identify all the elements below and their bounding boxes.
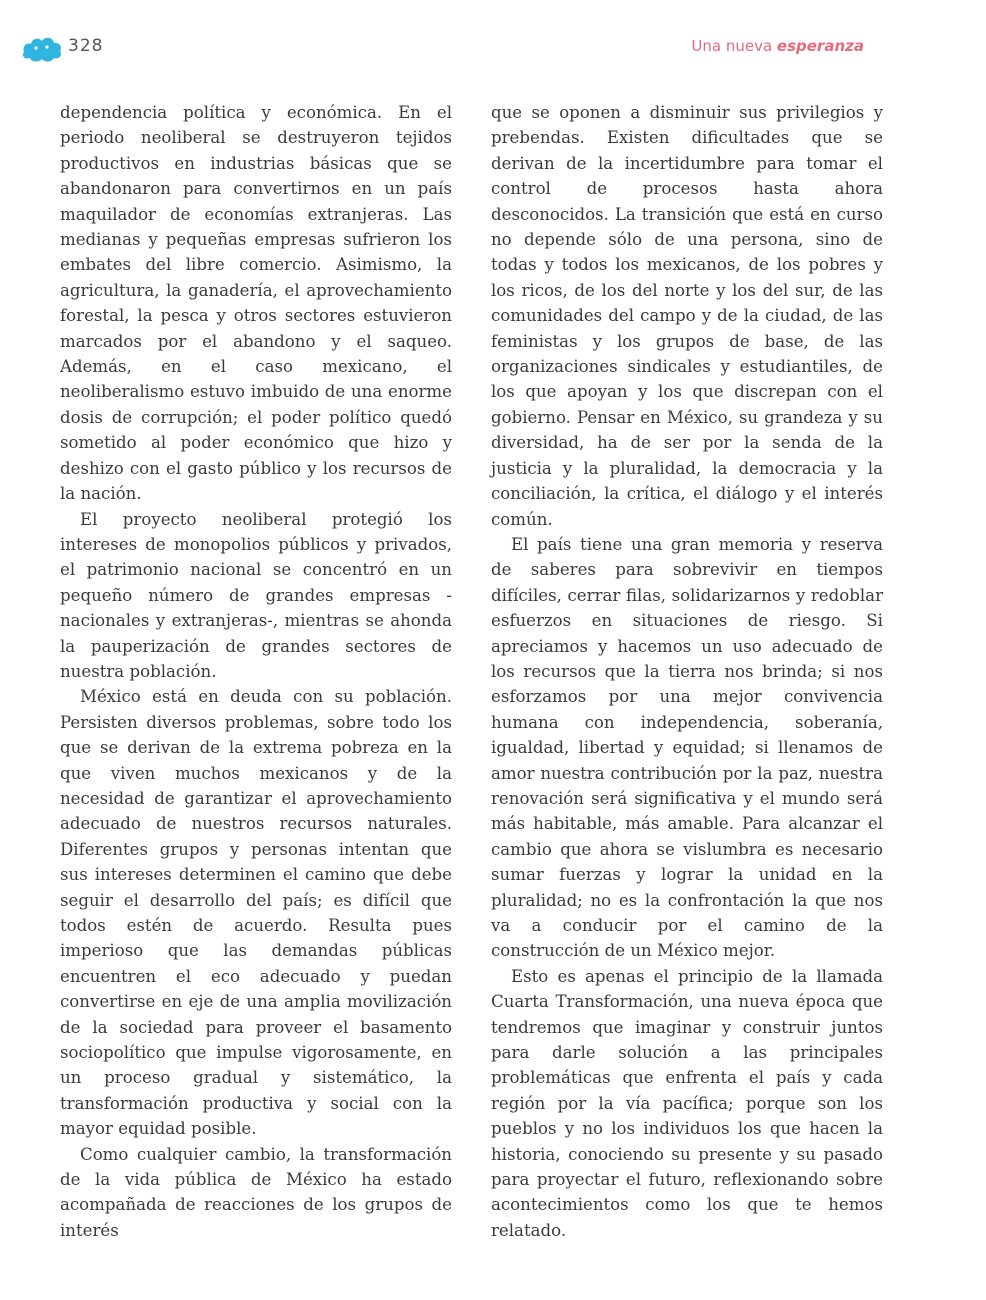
blob-logo-icon [20,34,64,64]
paragraph: El país tiene una gran memoria y reserva de saberes para sobrevivir en tiempos difíciles, cerrar filas, solidarizarnos y redoblar esfuerzos en situaciones de riesgo. Si apreciamos y hacemos un uso adecuado de los recursos que la tierra nos brinda; si nos esforzamos por una mejor convivencia humana con independencia, soberanía, igualdad, libertad y equidad; si llenamos de amor nuestra contribución por la paz, nuestra renovación será significativa y el mundo será más habitable, más amable. Para alcanzar el cambio que ahora se vislumbra es necesario sumar fuerzas y lograr la unidad en la pluralidad; no es la confrontación la que nos va a conducir por el camino de la construcción de un México mejor. [491,534,883,961]
paragraph: dependencia política y económica. En el periodo neoliberal se destruyeron tejidos productivos en industrias básicas que se abandonaron para convertirnos en un país maquilador de economías extranjeras. Las medianas y pequeñas empresas sufrieron los embates del libre comercio. Asimismo, la agricultura, la ganadería, el aprovechamiento forestal, la pesca y otros sectores estuvieron marcados por el abandono y el saqueo. Además, en el caso mexicano, el neoliberalismo estuvo imbuido de una enorme dosis de corrupción; el poder político quedó sometido al poder económico que hizo y deshizo con el gasto público y los recursos de la nación. [60,103,452,504]
paragraph: El proyecto neoliberal protegió los intereses de monopolios públicos y privados, el patrimonio nacional se concentró en un pequeño número de grandes empresas -nacionales y extranjeras-, mientras se ahonda la pauperización de grandes sectores de nuestra población. [60,509,452,681]
page-header [0,28,986,68]
page-number: 328 [68,36,104,56]
running-title-emphasis: esperanza [776,37,864,55]
running-title-plain: Una nueva [691,37,777,55]
paragraph: que se oponen a disminuir sus privilegios y prebendas. Existen dificultades que se derivan de la incertidumbre para tomar el control de procesos hasta ahora desconocidos. La transición que está en curso no depende sólo de una persona, sino de todas y todos los mexicanos, de los pobres y los ricos, de los del norte y los del sur, de las comunidades del campo y de la ciudad, de las feministas y los grupos de base, de las organizaciones sindicales y estudiantiles, de los que apoyan y los que discrepan con el gobierno. Pensar en México, su grandeza y su diversidad, ha de ser por la senda de la justicia y la pluralidad, la democracia y la conciliación, la crítica, el diálogo y el interés común. [491,103,883,529]
paragraph: México está en deuda con su población. Persisten diversos problemas, sobre todo los que se derivan de la extrema pobreza en la que viven muchos mexicanos y de la necesidad de garantizar el aprovechamiento adecuado de nuestros recursos naturales. Diferentes grupos y personas intentan que sus intereses determinen el camino que debe seguir el desarrollo del país; es difícil que todos estén de acuerdo. Resulta pues imperioso que las demandas públicas encuentren el eco adecuado y puedan convertirse en eje de una amplia movilización de la sociedad para proveer el basamento sociopolítico que impulse vigorosamente, en un proceso gradual y sistemático, la transformación productiva y social con la mayor equidad posible. [60,687,452,1139]
right-column [491,100,883,1243]
left-column [60,100,452,1243]
running-title [691,37,864,55]
paragraph: Esto es apenas el principio de la llamada Cuarta Transformación, una nueva época que tendremos que imaginar y construir juntos para darle solución a las principales problemáticas que enfrenta el país y cada región por la vía pacífica; porque son los pueblos y no los individuos los que hacen la historia, conociendo su presente y su pasado para proyectar el futuro, reflexionando sobre acontecimientos como los que te hemos relatado. [491,966,883,1240]
paragraph: Como cualquier cambio, la transformación de la vida pública de México ha estado acompañada de reacciones de los grupos de interés [60,1144,452,1240]
